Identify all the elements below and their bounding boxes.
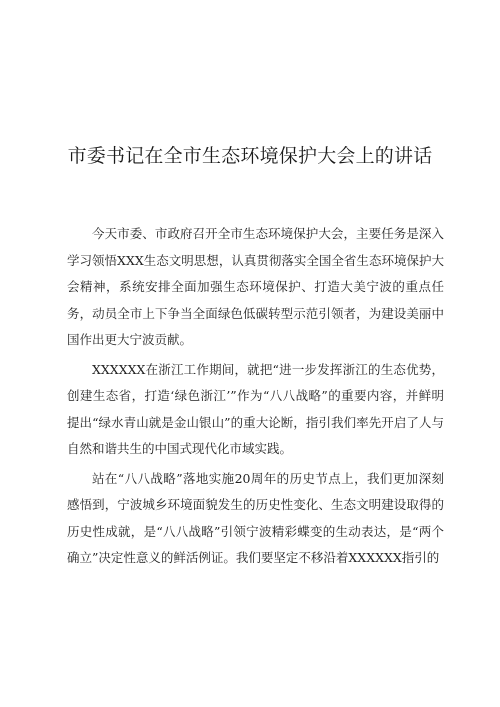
- paragraph-2: XXXXXX在浙江工作期间，就把“进一步发挥浙江的生态优势，创建生态省，打造‘绿色浙江’”作为“八八战略”的重要内容，并鲜明提出“绿水青山就是金山银山”的重大论断，指引我们率先开启了人与自然和谐共生的中国式现代化市域实践。: [67, 361, 444, 456]
- document-body: [67, 221, 444, 575]
- paragraph-1: 今天市委、市政府召开全市生态环境保护大会，主要任务是深入学习领悟XXX生态文明思想，认真贯彻落实全国全省生态环境保护大会精神，系统安排全面加强生态环境保护、打造大美宁波的重点任务，动员全市上下争当全面绿色低碳转型示范引领者，为建设美丽中国作出更大宁波贡献。: [67, 226, 444, 347]
- document-title: 市委书记在全市生态环境保护大会上的讲话: [67, 145, 433, 167]
- paragraph-3: 站在“八八战略”落地实施20周年的历史节点上，我们更加深刻感悟到，宁波城乡环境面貌发生的历史性变化、生态文明建设取得的历史性成就，是“八八战略”引领宁波精彩蝶变的生动表达，是“两个确立”决定性意义的鲜活例证。我们要坚定不移沿着XXXXXX指引的: [67, 470, 444, 565]
